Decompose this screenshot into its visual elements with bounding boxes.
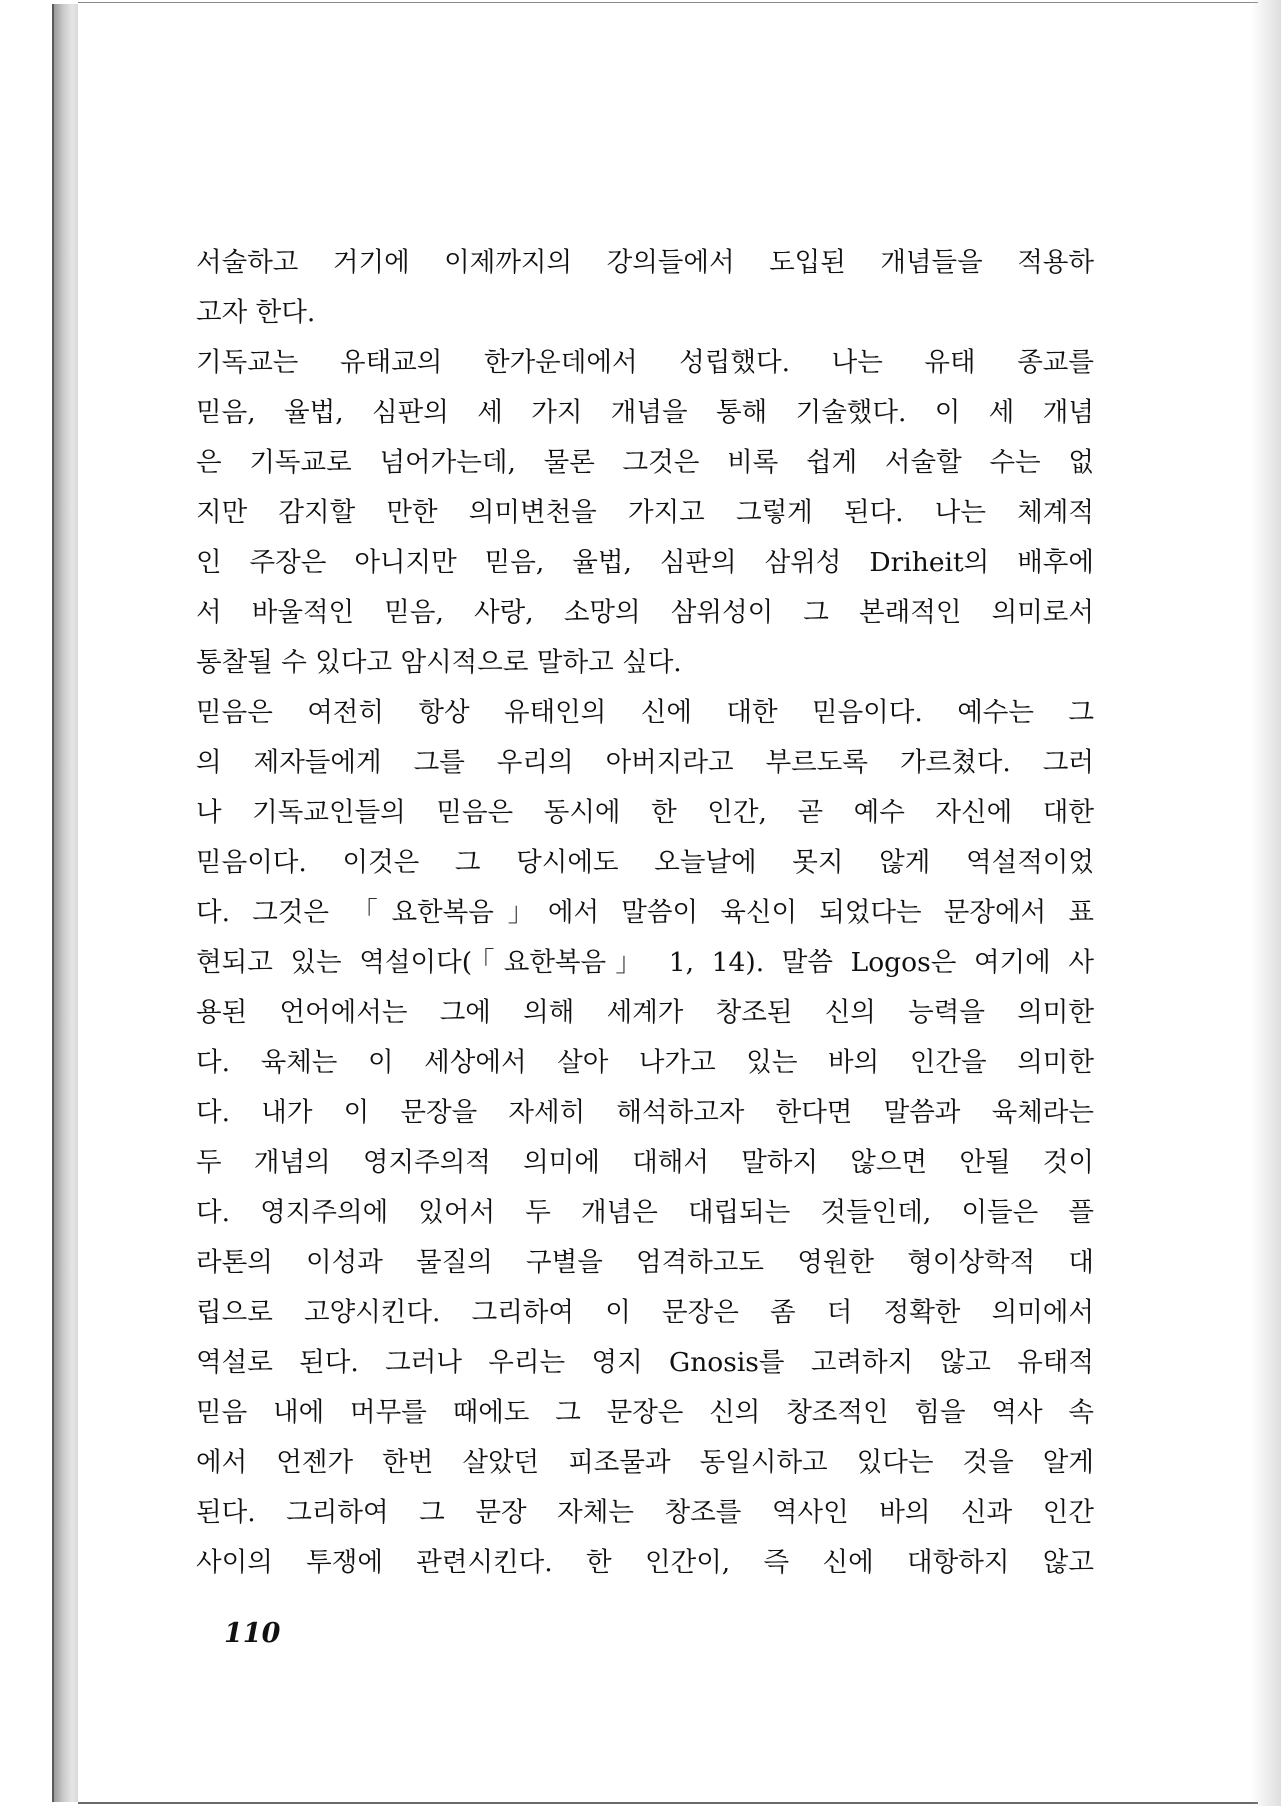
- text-line: 다. 영지주의에 있어서 두 개념은 대립되는 것들인데, 이들은 플: [196, 1197, 1094, 1228]
- paragraph: [196, 688, 1094, 1588]
- text-line: 인 주장은 아니지만 믿음, 율법, 심판의 삼위성 Driheit의 배후에: [196, 547, 1094, 578]
- text-line: 사이의 투쟁에 관련시킨다. 한 인간이, 즉 신에 대항하지 않고: [196, 1547, 1094, 1578]
- text-line: 서술하고 거기에 이제까지의 강의들에서 도입된 개념들을 적용하: [196, 247, 1094, 278]
- text-line: 된다. 그리하여 그 문장 자체는 창조를 역사인 바의 신과 인간: [196, 1497, 1094, 1528]
- text-line: 믿음이다. 이것은 그 당시에도 오늘날에 못지 않게 역설적이었: [196, 847, 1094, 878]
- text-line: 의 제자들에게 그를 우리의 아버지라고 부르도록 가르쳤다. 그러: [196, 747, 1094, 778]
- page-edge-shadow: [1251, 0, 1281, 1806]
- text-line: 역설로 된다. 그러나 우리는 영지 Gnosis를 고려하지 않고 유태적: [196, 1347, 1094, 1378]
- text-line: 립으로 고양시킨다. 그리하여 이 문장은 좀 더 정확한 의미에서: [196, 1297, 1094, 1328]
- text-line: 기독교는 유태교의 한가운데에서 성립했다. 나는 유태 종교를: [196, 347, 1094, 378]
- text-line: 믿음은 여전히 항상 유태인의 신에 대한 믿음이다. 예수는 그: [196, 697, 1094, 728]
- text-line: 지만 감지할 만한 의미변천을 가지고 그렇게 된다. 나는 체계적: [196, 497, 1094, 528]
- paragraph: [196, 238, 1094, 338]
- text-line: 라톤의 이성과 물질의 구별을 엄격하고도 영원한 형이상학적 대: [196, 1247, 1094, 1278]
- text-line: 용된 언어에서는 그에 의해 세계가 창조된 신의 능력을 의미한: [196, 997, 1094, 1028]
- text-line: 서 바울적인 믿음, 사랑, 소망의 삼위성이 그 본래적인 의미로서: [196, 597, 1094, 628]
- text-line: 다. 그것은 「요한복음」에서 말씀이 육신이 되었다는 문장에서 표: [196, 897, 1094, 928]
- text-line: 두 개념의 영지주의적 의미에 대해서 말하지 않으면 안될 것이: [196, 1147, 1094, 1178]
- text-line: 은 기독교로 넘어가는데, 물론 그것은 비록 쉽게 서술할 수는 없: [196, 447, 1094, 478]
- paragraph: [196, 338, 1094, 688]
- text-line: 고자 한다.: [196, 297, 316, 328]
- book-spine-edge: [52, 4, 80, 1802]
- text-line: 믿음 내에 머무를 때에도 그 문장은 신의 창조적인 힘을 역사 속: [196, 1397, 1094, 1428]
- text-line: 다. 내가 이 문장을 자세히 해석하고자 한다면 말씀과 육체라는: [196, 1097, 1094, 1128]
- page-text-block: [196, 238, 1094, 1588]
- text-line: 나 기독교인들의 믿음은 동시에 한 인간, 곧 예수 자신에 대한: [196, 797, 1094, 828]
- text-line: 에서 언젠가 한번 살았던 피조물과 동일시하고 있다는 것을 알게: [196, 1447, 1094, 1478]
- text-line: 현되고 있는 역설이다(「요한복음」 1, 14). 말씀 Logos은 여기에 사: [196, 947, 1094, 978]
- text-line: 다. 육체는 이 세상에서 살아 나가고 있는 바의 인간을 의미한: [196, 1047, 1094, 1078]
- text-line: 통찰될 수 있다고 암시적으로 말하고 싶다.: [196, 647, 682, 678]
- page-number: 110: [224, 1618, 281, 1649]
- text-line: 믿음, 율법, 심판의 세 가지 개념을 통해 기술했다. 이 세 개념: [196, 397, 1094, 428]
